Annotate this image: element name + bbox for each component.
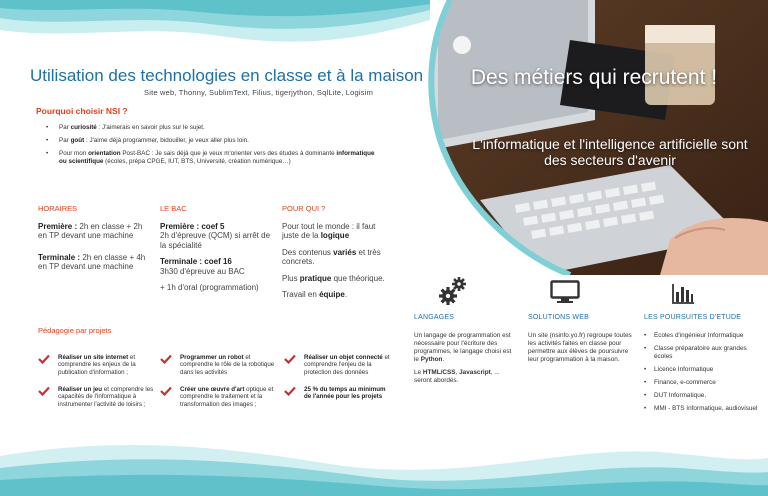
list-item: • Finance, e-commerce: [644, 379, 762, 387]
horaires-heading: HORAIRES: [38, 204, 78, 213]
pourqui-p2: Des contenus variés et très concrets.: [282, 247, 381, 266]
hero-subtitle: L'informatique et l'intelligence artificielle sont des secteurs d'avenir: [472, 136, 748, 168]
langages-heading: LANGAGES: [414, 314, 455, 321]
poursuites-heading: LES POURSUITES D'ETUDE: [644, 314, 742, 321]
checkmark-icon: [38, 354, 50, 364]
why-heading: Pourquoi choisir NSI ?: [36, 106, 128, 116]
why-item: • Par goût : J'aime déjà programmer, bidouiller, je veux aller plus loin.: [46, 137, 376, 145]
horaires-premiere: Première : 2h en classe + 2h en TP devant une machine: [38, 221, 143, 240]
pourqui-column: [282, 204, 390, 307]
checkmark-icon: [160, 386, 172, 396]
horaires-terminale: Terminale : 2h en classe + 4h en TP devant une machine: [38, 252, 146, 271]
pourqui-p4: Travail en équipe.: [282, 290, 348, 299]
checkmark-icon: [38, 386, 50, 396]
tools-subtitle: Site web, Thonny, SublimText, Filius, tigerjython, SqlLite, Logisim: [144, 88, 374, 97]
pourqui-heading: POUR QUI ?: [282, 204, 326, 213]
langages-section: [414, 314, 516, 385]
horaires-column: [38, 204, 150, 279]
list-item: • DUT Informatique,: [644, 392, 762, 400]
gears-icon: [438, 276, 468, 306]
page-title: Utilisation des technologies en classe et à la maison: [30, 66, 424, 85]
bac-premiere: Première : coef 5 2h d'épreuve (QCM) si arrêt de la spécialité: [160, 221, 271, 250]
bac-column: [160, 204, 272, 300]
bottom-wave-decoration: [0, 416, 768, 496]
checkmark-icon: [284, 354, 296, 364]
langages-text: Un langage de programmation est nécessaire pour l'écriture des programmes, le langage choisi est le Python.: [414, 332, 512, 363]
poursuites-section: [644, 314, 762, 418]
why-item: • Par curiosité : J'aimerais en savoir plus sur le sujet.: [46, 124, 376, 132]
project-item: Créer une œuvre d'art optique et comprendre le traitement et la transformation des images ;: [160, 386, 278, 408]
checkmark-icon: [160, 354, 172, 364]
monitor-icon: [550, 280, 580, 304]
project-item: Programmer un robot et comprendre le rôle de la robotique dans les activités: [160, 354, 278, 376]
solutions-text: Un site (nsinfo.yo.fr) regroupe toutes les activités faites en classe pour permettre aux élèves de poursuivre leur programmation à la maison.: [528, 332, 632, 363]
solutions-section: [528, 314, 636, 364]
bac-terminale: Terminale : coef 16 3h30 d'épreuve au BAC: [160, 257, 245, 276]
solutions-heading: SOLUTIONS WEB: [528, 314, 589, 321]
langages-text2: Le HTML/CSS, Javascript, ... seront abordés.: [414, 369, 500, 384]
bar-chart-icon: [672, 284, 694, 304]
project-item: Réaliser un site internet et comprendre les enjeux de la publication d'information ;: [38, 354, 156, 376]
list-item: • Licence Informatique: [644, 366, 762, 374]
list-item: • MMI - BTS Informatique, audiovisuel: [644, 405, 762, 413]
project-item: Réaliser un objet connecté et comprendre l'enjeu de la protection des données: [284, 354, 392, 376]
poursuites-list: [644, 332, 762, 413]
pedagogie-heading: Pédagogie par projets: [38, 326, 112, 335]
bac-oral: + 1h d'oral (programmation): [160, 283, 259, 292]
checkmark-icon: [284, 386, 296, 396]
list-item: • Classe préparatoire aux grandes écoles: [644, 345, 762, 361]
project-item: Réaliser un jeu et comprendre les capacités de l'informatique à instrumenter l'activité de loisirs ;: [38, 386, 156, 408]
list-item: • Ecoles d'ingénieur Informatique: [644, 332, 762, 340]
hero-image-panel: [420, 0, 768, 275]
project-item: 25 % du temps au minimum de l'année pour les projets: [284, 386, 392, 401]
bac-heading: LE BAC: [160, 204, 187, 213]
why-list: [46, 124, 376, 171]
pourqui-p3: Plus pratique que théorique.: [282, 273, 385, 283]
why-item: • Pour mon orientation Post-BAC : Je sais déjà que je veux m'orienter vers des études à dominante informatique ou scientifique (écoles, prépa CPGE, IUT, BTS, Université, création numérique…): [46, 150, 376, 166]
pourqui-p1: Pour tout le monde : il faut juste de la logique: [282, 221, 376, 240]
hero-title: Des métiers qui recrutent !: [470, 66, 718, 89]
